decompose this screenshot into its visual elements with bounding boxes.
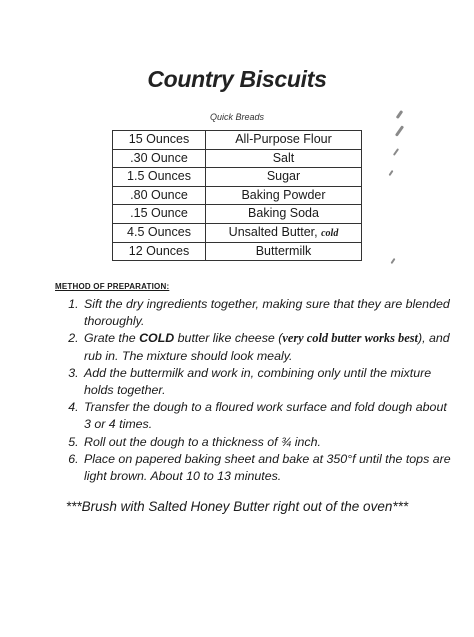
scan-mark — [395, 125, 404, 137]
step-text: Grate the — [84, 331, 140, 346]
ingredients-table — [112, 130, 362, 261]
ingredient-quantity: 15 Ounces — [113, 131, 206, 150]
method-heading: METHOD OF PREPARATION: — [55, 282, 170, 291]
ingredient-name-cell — [206, 223, 362, 242]
scan-mark — [393, 148, 399, 156]
recipe-category: Quick Breads — [209, 112, 265, 122]
ingredient-quantity: 1.5 Ounces — [113, 168, 206, 187]
ingredient-name: Sugar — [206, 168, 362, 187]
ingredient-name: Salt — [206, 149, 362, 168]
ingredient-row — [113, 131, 362, 150]
ingredient-quantity: .80 Ounce — [113, 186, 206, 205]
step-item: 3. Add the buttermilk and work in, combining only until the mixture holds together. — [82, 365, 452, 399]
step-item: 1. Sift the dry ingredients together, making sure that they are blended thoroughly. — [82, 296, 452, 330]
ingredient-row — [113, 205, 362, 224]
ingredient-row — [113, 186, 362, 205]
ingredient-quantity: .30 Ounce — [113, 149, 206, 168]
ingredient-quantity: 12 Ounces — [113, 242, 206, 261]
scan-mark — [388, 170, 393, 176]
ingredient-quantity: 4.5 Ounces — [113, 223, 206, 242]
ingredient-name: Unsalted Butter, — [228, 224, 318, 239]
step-item: 4. Transfer the dough to a floured work surface and fold dough about 3 or 4 times. — [82, 399, 452, 433]
ingredient-name: Buttermilk — [206, 242, 362, 261]
ingredient-name: Baking Powder — [206, 186, 362, 205]
recipe-title: Country Biscuits — [147, 66, 327, 92]
ingredient-row — [113, 223, 362, 242]
ingredient-note: cold — [321, 227, 339, 239]
ingredient-row — [113, 168, 362, 187]
step-item: 5. Roll out the dough to a thickness of ¾ inch. — [82, 434, 452, 451]
preparation-steps — [52, 296, 452, 485]
scan-mark — [390, 258, 395, 264]
ingredient-row — [113, 242, 362, 261]
ingredient-row — [113, 149, 362, 168]
ingredient-name: All-Purpose Flour — [206, 131, 362, 150]
serving-note: ***Brush with Salted Honey Butter right out of the oven*** — [65, 499, 409, 514]
step-emphasis: COLD — [139, 331, 175, 346]
step-item — [82, 330, 452, 364]
step-text: ), and rub in. The mixture should look mealy. — [84, 331, 450, 363]
ingredient-name: Baking Soda — [206, 205, 362, 224]
ingredient-quantity: .15 Ounce — [113, 205, 206, 224]
step-item: 6. Place on papered baking sheet and bake at 350°f until the tops are light brown. About 10 to 13 minutes. — [82, 451, 452, 485]
step-text: butter like cheese ( — [174, 331, 283, 346]
step-emphasis: very cold butter works best — [282, 331, 418, 346]
